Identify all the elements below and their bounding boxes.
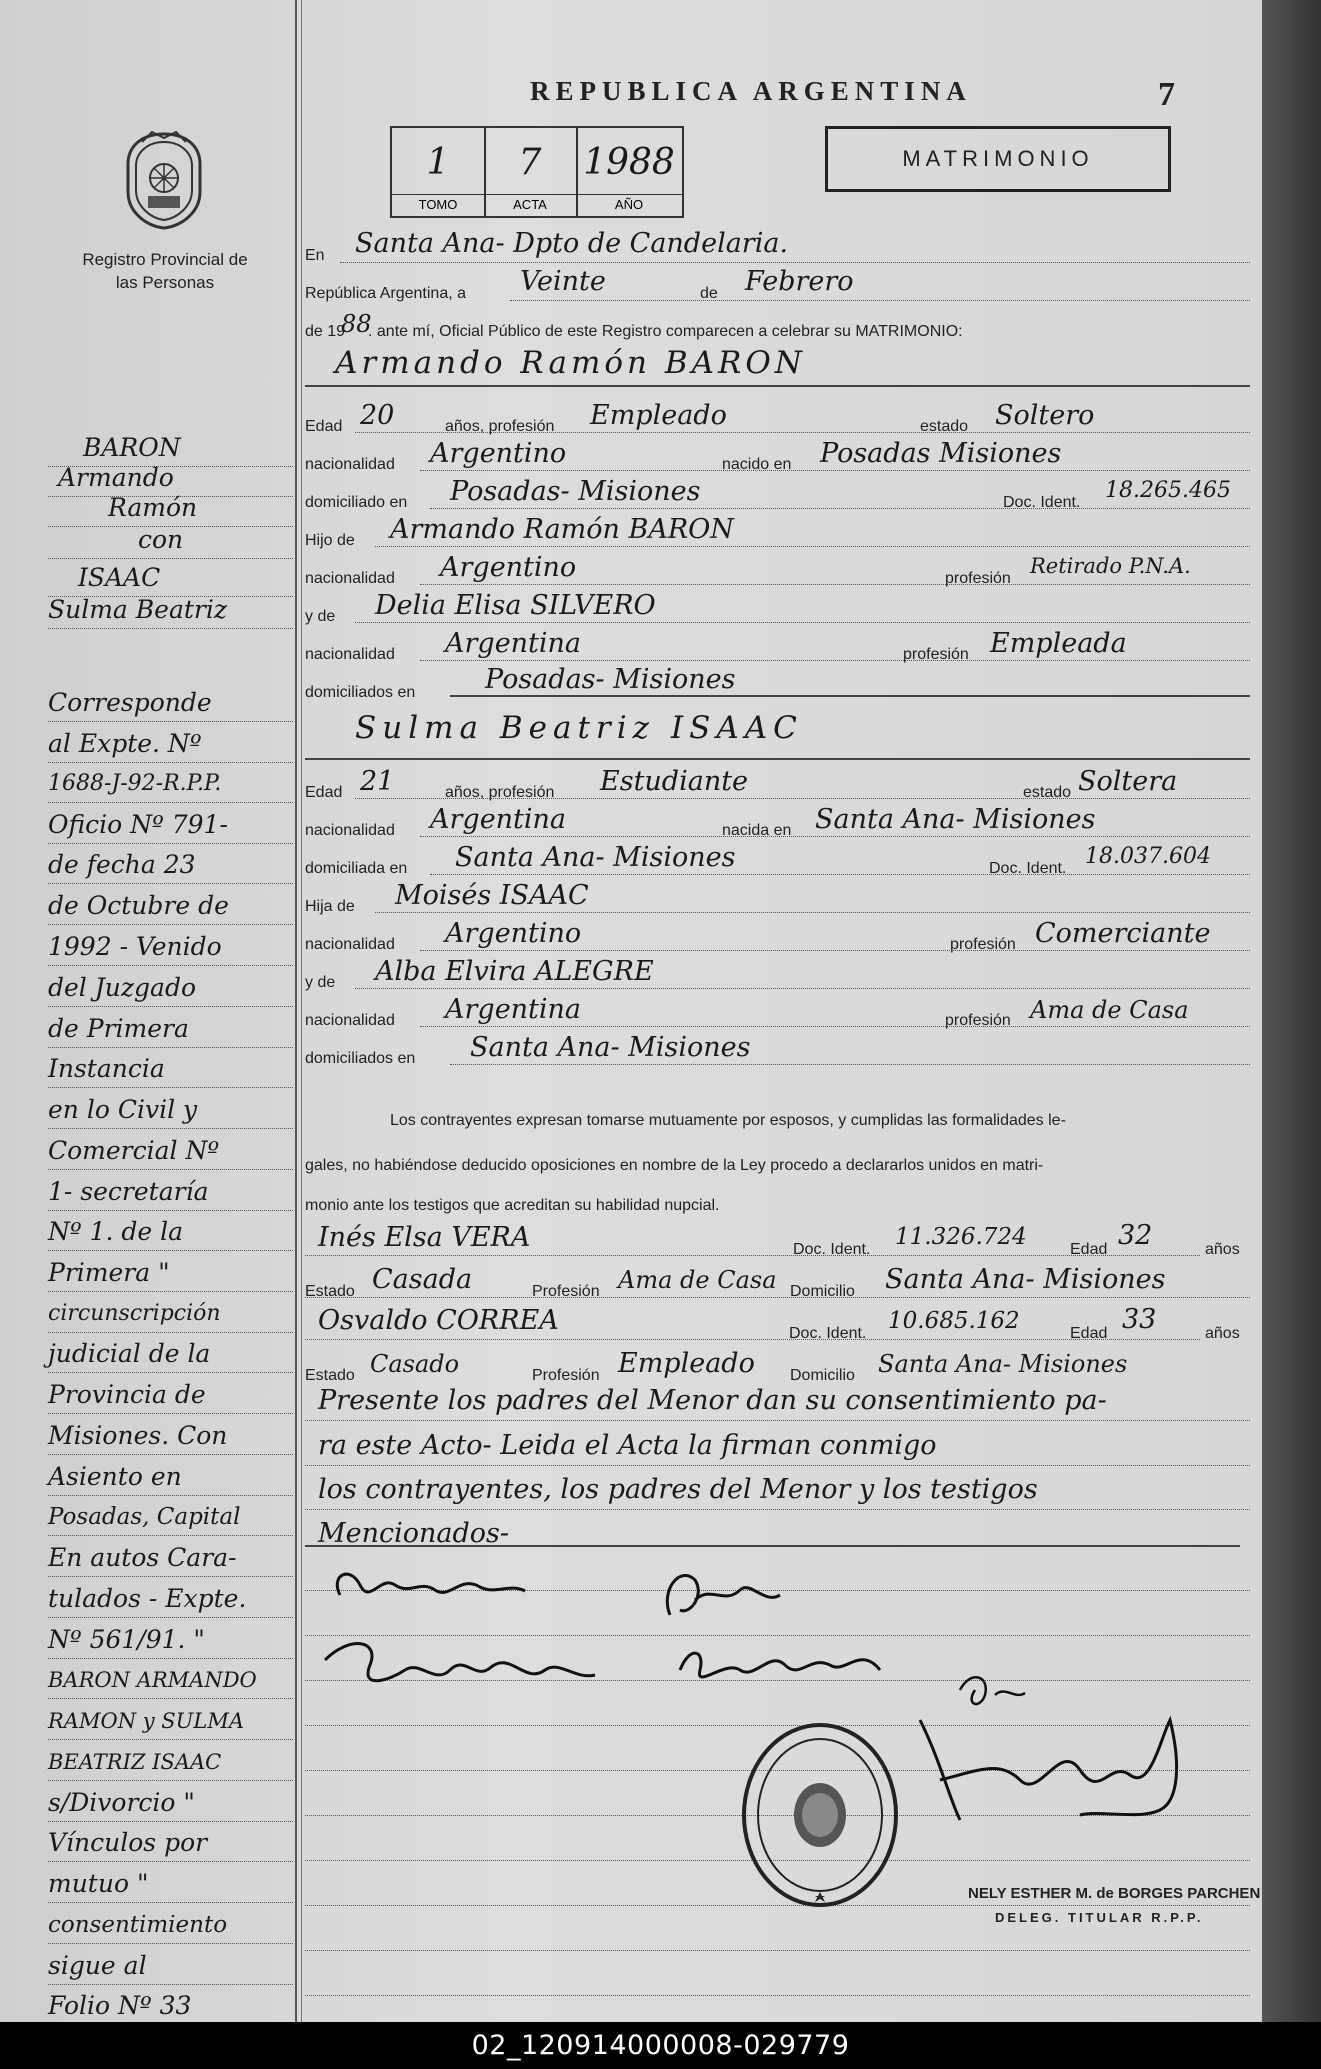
bride-father-profession: Comerciante [1035,918,1211,949]
bride-name: Sulma Beatriz ISAAC [355,710,803,746]
margin-note-line: Folio Nº 33 [48,1988,293,2025]
margin-rule-inner [301,0,302,2022]
margin-note-line: 1- secretaría [48,1174,293,1211]
witness-2-domicilio-label: Domicilio [790,1367,855,1384]
witness-1-domicile: Santa Ana- Misiones [885,1264,1166,1295]
marriage-month: Febrero [745,266,854,297]
bride-mother-profesion-label: profesión [945,1012,1011,1029]
line [430,508,1250,509]
bride-estado-label: estado [1023,784,1072,801]
groom-doc: 18.265.465 [1105,478,1231,503]
witness-2-domicile: Santa Ana- Misiones [878,1350,1128,1378]
tomo-label: TOMO [392,194,484,212]
witness-2-profesion-label: Profesión [532,1367,600,1384]
bride-father-nationality: Argentino [445,918,582,949]
line [420,660,1250,661]
margin-note-line: s/Divorcio " [48,1785,293,1822]
bride-edad-label: Edad [305,784,343,801]
line [420,584,1250,585]
margin-note-line: Misiones. Con [48,1418,293,1455]
official-signature-icon [900,1700,1220,1840]
en-label: En [305,247,325,264]
groom-nacionalidad-label: nacionalidad [305,456,395,473]
witness-1-age: 32 [1118,1220,1153,1251]
line [355,988,1250,989]
margin-note-line: Sulma Beatriz [48,592,293,629]
line [305,1420,1250,1421]
witness-1-name: Inés Elsa VERA [318,1222,531,1253]
groom-domiciliado-label: domiciliado en [305,494,408,511]
signature-4-icon [670,1630,900,1700]
groom-age: 20 [360,400,395,431]
groom-domiciliados-label: domiciliados en [305,684,416,701]
margin-note-line: BEATRIZ ISAAC [48,1744,293,1781]
line [305,1509,1250,1510]
record-type: MATRIMONIO [902,146,1094,171]
margin-note-line: circunscripción [48,1296,293,1333]
page-title: REPUBLICA ARGENTINA [530,76,972,106]
margin-note-line: Nº 561/91. " [48,1622,293,1659]
margin-note-line: Vínculos por [48,1825,293,1862]
record-type-box [825,126,1171,192]
margin-note-line: Primera " [48,1255,293,1292]
bride-hija-label: Hija de [305,898,355,915]
declaration-intro: . ante mí, Oficial Público de este Registro comparecen a celebrar su MATRIMONIO: [368,323,963,340]
witness-1-profesion-label: Profesión [532,1283,600,1300]
line [430,874,1250,875]
republica-label: República Argentina, a [305,285,466,302]
witness-2-estado-label: Estado [305,1367,355,1384]
groom-father-profession: Retirado P.N.A. [1030,554,1191,578]
line [420,1026,1250,1027]
margin-note-line: En autos Cara- [48,1540,293,1577]
official-title: DELEG. TITULAR R.P.P. [995,1910,1204,1925]
anio-label: AÑO [576,194,682,212]
bride-nacionalidad-label: nacionalidad [305,822,395,839]
witness-2-age: 33 [1122,1304,1157,1335]
line [355,432,1250,433]
margin-note-line: del Juzgado [48,970,293,1007]
bride-father: Moisés ISAAC [395,880,589,911]
line [305,1297,1250,1298]
bride-father-profesion-label: profesión [950,936,1016,953]
margin-note-line: con [48,522,293,559]
groom-parents-domicile: Posadas- Misiones [485,664,736,695]
bride-mother-nacionalidad-label: nacionalidad [305,1012,395,1029]
witness-1-domicilio-label: Domicilio [790,1283,855,1300]
provincial-seal-icon [122,130,206,230]
witness-2-profession: Empleado [618,1348,755,1379]
declaration-line-1: Los contrayentes expresan tomarse mutuamente por esposos, y cumplidas las formalidades le- [390,1112,1066,1129]
margin-note-line: Asiento en [48,1459,293,1496]
groom-hijo-label: Hijo de [305,532,355,549]
registry-name: Registro Provincial de las Personas [82,250,248,292]
line [355,622,1250,623]
line [375,546,1250,547]
tomo-value: 1 [426,142,450,183]
observation-line-4: Mencionados- [318,1518,510,1549]
groom-mother-profession: Empleada [990,628,1127,659]
bride-domicile: Santa Ana- Misiones [455,842,736,873]
margin-note-line: Corresponde [48,685,293,722]
margin-note-line: Armando [48,460,293,497]
bride-nationality: Argentina [430,804,567,835]
groom-nationality: Argentino [430,438,567,469]
line [305,1465,1250,1466]
groom-mother: Delia Elisa SILVERO [375,590,656,621]
margin-note-line: Oficio Nº 791- [48,807,293,844]
acta-label: ACTA [484,194,576,212]
signature-1-icon [320,1555,580,1625]
margin-note-line: mutuo " [48,1866,293,1903]
line [305,1255,1200,1256]
groom-father-nacionalidad-label: nacionalidad [305,570,395,587]
line [450,1064,1250,1065]
witness-2-doc-label: Doc. Ident. [789,1325,867,1342]
witness-1-estado-label: Estado [305,1283,355,1300]
bride-anos-profesion-label: años, profesión [445,784,555,801]
image-caption-bar [0,2022,1321,2069]
registration-box [390,126,684,218]
bride-doc: 18.037.604 [1085,844,1211,869]
signature-3-icon [310,1630,610,1700]
groom-edad-label: Edad [305,418,343,435]
line [305,1995,1250,1996]
bride-mother-nationality: Argentina [445,994,582,1025]
line [305,1545,1240,1547]
bride-profession: Estudiante [600,766,749,797]
margin-note-line: Posadas, Capital [48,1499,293,1536]
witness-1-profession: Ama de Casa [618,1266,777,1294]
witness-2-marital-status: Casado [370,1350,460,1378]
groom-birthplace: Posadas Misiones [820,438,1062,469]
margin-note-line: de fecha 23 [48,847,293,884]
bride-nacida-label: nacida en [722,822,792,839]
observation-line-3: los contrayentes, los padres del Menor y los testigos [318,1474,1038,1505]
witness-1-edad-label: Edad [1070,1241,1108,1258]
bride-birthplace: Santa Ana- Misiones [815,804,1096,835]
margin-note-line: judicial de la [48,1336,293,1373]
de-label: de [700,285,718,302]
groom-marital-status: Soltero [995,400,1095,431]
declaration-line-3: monio ante los testigos que acreditan su habilidad nupcial. [305,1197,720,1214]
bride-domiciliada-label: domiciliada en [305,860,408,877]
bride-y-de-label: y de [305,974,336,991]
official-name: NELY ESTHER M. de BORGES PARCHEN [968,1885,1261,1902]
groom-mother-nacionalidad-label: nacionalidad [305,646,395,663]
margin-note-line: Comercial Nº [48,1133,293,1170]
marriage-place: Santa Ana- Dpto de Candelaria. [355,228,789,259]
line [420,836,1250,837]
margin-note-line: de Octubre de [48,888,293,925]
groom-name: Armando Ramón BARON [335,345,806,381]
margin-note-line: BARON [48,430,293,467]
line [305,758,1250,760]
line [355,798,1250,799]
margin-note-line: en lo Civil y [48,1092,293,1129]
margin-note-line: al Expte. Nº [48,726,293,763]
bride-domiciliados-label: domiciliados en [305,1050,416,1067]
witness-2-edad-label: Edad [1070,1325,1108,1342]
marriage-year: 88 [341,310,372,338]
bride-mother: Alba Elvira ALEGRE [375,956,654,987]
marriage-day: Veinte [520,266,606,297]
groom-father-profesion-label: profesión [945,570,1011,587]
image-id: 02_120914000008-029779 [471,2030,850,2061]
groom-profession: Empleado [590,400,727,431]
year-prefix: de 19 [305,323,346,340]
margin-rule [295,0,297,2022]
witness-2-name: Osvaldo CORREA [318,1305,559,1336]
groom-estado-label: estado [920,418,969,435]
groom-father: Armando Ramón BARON [390,514,734,545]
line [305,385,1250,387]
witness-2-doc: 10.685.162 [888,1308,1020,1334]
groom-mother-profesion-label: profesión [903,646,969,663]
margin-note-line: Nº 1. de la [48,1214,293,1251]
margin-note-line: BARON ARMANDO [48,1662,293,1699]
groom-anos-profesion-label: años, profesión [445,418,555,435]
line [375,912,1250,913]
bride-marital-status: Soltera [1078,766,1178,797]
margin-note-line: Instancia [48,1051,293,1088]
line [305,1950,1250,1951]
witness-1-anos-label: años [1205,1241,1240,1258]
groom-nacido-label: nacido en [722,456,792,473]
witness-2-anos-label: años [1205,1325,1240,1342]
anio-value: 1988 [583,142,675,183]
observation-line-2: ra este Acto- Leida el Acta la firman conmigo [318,1430,937,1461]
declaration-line-2: gales, no habiéndose deducido oposiciones en nombre de la Ley procedo a declararlos unidos en matri- [305,1157,1044,1174]
margin-note-line: consentimiento [48,1907,293,1944]
line [420,950,1250,951]
groom-doc-label: Doc. Ident. [1003,494,1081,511]
signature-2-icon [650,1560,810,1630]
line [420,470,1250,471]
margin-note-line: Provincia de [48,1377,293,1414]
groom-domicile: Posadas- Misiones [450,476,701,507]
witness-1-doc: 11.326.724 [895,1224,1027,1250]
groom-father-nationality: Argentino [440,552,577,583]
margin-note-line: RAMON y SULMA [48,1703,293,1740]
bride-age: 21 [360,766,395,797]
groom-y-de-label: y de [305,608,336,625]
bride-parents-domicile: Santa Ana- Misiones [470,1032,751,1063]
page-number: 7 [1158,76,1175,113]
margin-note-line: ISAAC [48,560,293,597]
groom-mother-nationality: Argentina [445,628,582,659]
witness-1-doc-label: Doc. Ident. [793,1241,871,1258]
page-edge [1262,0,1321,2022]
observation-line-1: Presente los padres del Menor dan su consentimiento pa- [318,1385,1107,1416]
margin-note-line: de Primera [48,1011,293,1048]
margin-note-line: Ramón [48,490,293,527]
official-stamp-icon [740,1720,900,1910]
bride-doc-label: Doc. Ident. [989,860,1067,877]
bride-mother-profession: Ama de Casa [1030,996,1189,1024]
margin-note-line: 1688-J-92-R.P.P. [48,766,293,803]
line [305,1339,1200,1340]
line [450,695,1250,697]
margin-note-line: tulados - Expte. [48,1581,293,1618]
witness-1-marital-status: Casada [372,1264,473,1295]
bride-father-nacionalidad-label: nacionalidad [305,936,395,953]
line [510,300,1250,301]
margin-note-line: 1992 - Venido [48,929,293,966]
margin-note-line: sigue al [48,1948,293,1985]
acta-value: 7 [518,142,542,183]
line [340,262,1250,263]
